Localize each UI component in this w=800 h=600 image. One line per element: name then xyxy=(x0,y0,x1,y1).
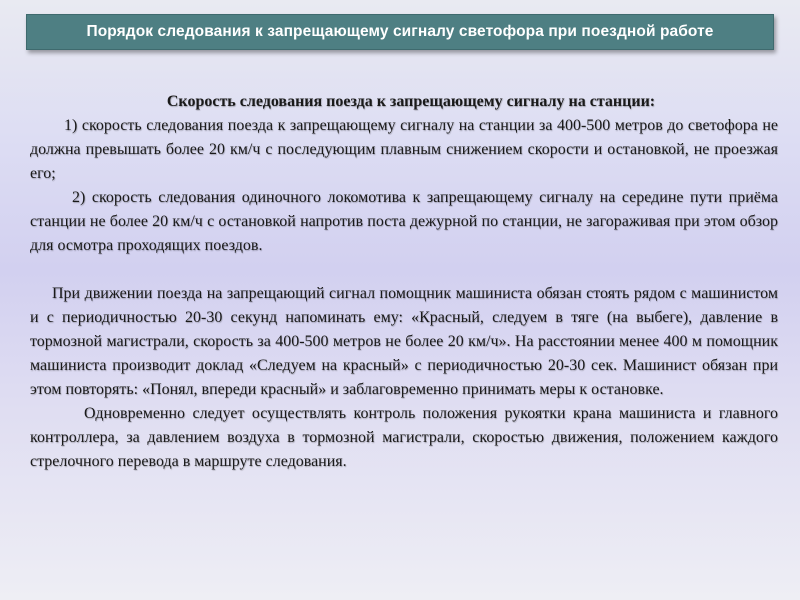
list-item-1: 1) скорость следования поезда к запрещающему сигналу на станции за 400-500 метров до светофора не должна превышать более 20 км/ч с последующим плавным снижением скорости и остановкой, не проезжая его; xyxy=(30,117,778,182)
spacer xyxy=(30,258,778,282)
list-item-2: 2) скорость следования одиночного локомотива к запрещающему сигналу на середине пути приёма станции не более 20 км/ч с остановкой напротив поста дежурной по станции, не загораживая при этом обзор для осмотра проходящих поездов. xyxy=(30,189,778,254)
section-subheading: Скорость следования поезда к запрещающему сигналу на станции: xyxy=(166,93,656,110)
paragraph-control: Одновременно следует осуществлять контроль положения рукоятки крана машиниста и главного контроллера, за давлением воздуха в тормозной магистрали, скоростью движения, положением каждого стрелочного перевода в маршруте следования. xyxy=(30,405,778,470)
slide-title-bar xyxy=(26,14,774,50)
slide-title: Порядок следования к запрещающему сигналу светофора при поездной работе xyxy=(86,23,714,40)
paragraph-train-movement: При движении поезда на запрещающий сигнал помощник машиниста обязан стоять рядом с машинистом и с периодичностью 20-30 секунд напоминать ему: «Красный, следуем в тяге (на выбеге), давление в тормозной магистрали, скорость за 400-500 метров не более 20 км/ч». На расстоянии менее 400 м помощник машиниста производит доклад «Следуем на красный» с периодичностью 20-30 сек. Машинист обязан при этом повторять: «Понял, впереди красный» и заблаговременно принимать меры к остановке. xyxy=(30,285,778,398)
slide-body xyxy=(30,90,778,474)
